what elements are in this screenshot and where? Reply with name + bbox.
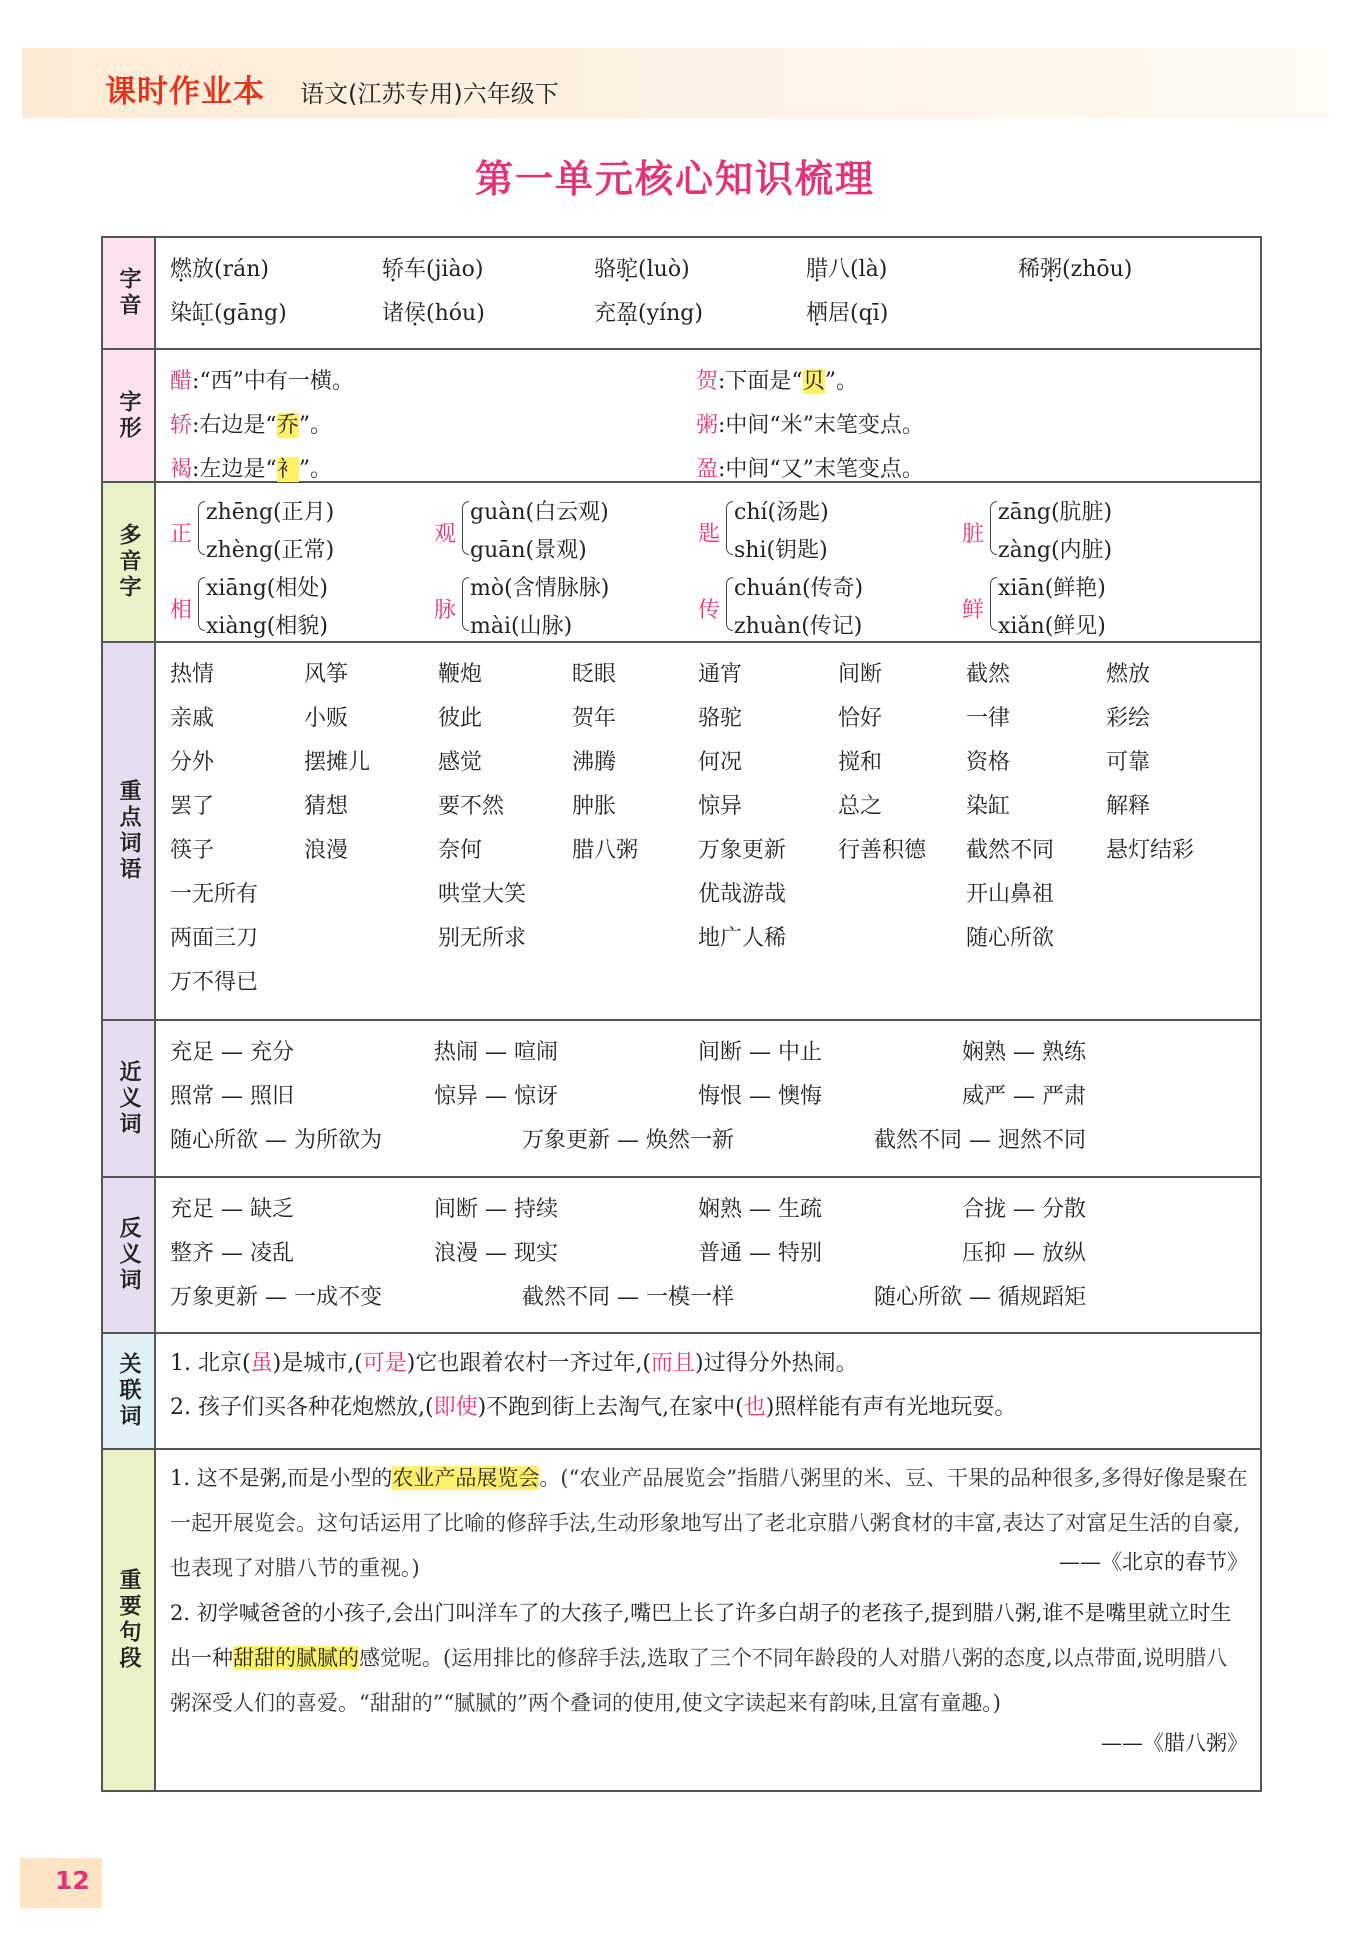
- polyphone-reading: xiāng(相处): [206, 576, 328, 601]
- key-word: 猜想: [304, 794, 349, 819]
- polyphone-reading: zhēng(正月): [206, 500, 335, 525]
- polyphone-char: 正: [170, 522, 193, 547]
- antonym-pair: 随心所欲 — 循规蹈矩: [874, 1285, 1086, 1310]
- section-label: 重要句段: [103, 1450, 156, 1790]
- glyph-content: [156, 350, 1260, 481]
- section-label: 反义词: [103, 1178, 156, 1332]
- key-word: 眨眼: [572, 662, 617, 687]
- polyphone-reading: shi(钥匙): [734, 538, 828, 563]
- key-word: 可靠: [1106, 750, 1151, 775]
- key-sentence-1-source: ——《北京的春节》: [1059, 1550, 1248, 1574]
- polyphone-char: 匙: [698, 522, 721, 547]
- key-sentences-content: [156, 1450, 1260, 1790]
- dotted-char: 栖: [806, 301, 829, 326]
- section-antonyms: [103, 1178, 1260, 1334]
- pronunciation-content: [156, 238, 1260, 348]
- section-label: 字形: [103, 350, 156, 481]
- antonym-pair: 浪漫 — 现实: [434, 1241, 558, 1266]
- key-word: 要不然: [438, 794, 505, 819]
- key-word: 截然: [966, 662, 1011, 687]
- key-word: 通宵: [698, 662, 743, 687]
- polyphone-reading: zāng(肮脏): [998, 500, 1113, 525]
- dotted-char: 轿: [382, 257, 405, 282]
- synonym-pair: 万象更新 — 焕然一新: [522, 1128, 734, 1153]
- page-title: 第一单元核心知识梳理: [474, 157, 875, 201]
- key-word: 罢了: [170, 794, 215, 819]
- key-idiom: 优哉游哉: [698, 882, 787, 907]
- synonym-pair: 间断 — 中止: [698, 1040, 822, 1065]
- page-number: 12: [20, 1858, 102, 1908]
- dotted-char: 盈: [616, 301, 639, 326]
- antonym-pair: 娴熟 — 生疏: [698, 1197, 822, 1222]
- polyphone-reading: guān(景观): [470, 538, 587, 563]
- key-words-content: [156, 643, 1260, 1019]
- antonym-pair: 万象更新 — 一成不变: [170, 1285, 382, 1310]
- book-brand: 课时作业本: [105, 74, 265, 110]
- key-word: 奈何: [438, 838, 483, 863]
- polyphone-char: 相: [170, 598, 193, 623]
- key-idiom: 随心所欲: [966, 926, 1055, 951]
- antonym-pair: 合拢 — 分散: [962, 1197, 1086, 1222]
- section-pronunciation: [103, 238, 1260, 350]
- key-word: 何况: [698, 750, 743, 775]
- pronunciation-item: 轿车(jiào): [382, 257, 484, 282]
- polyphone-char: 脏: [962, 522, 985, 547]
- glyph-item: 醋:“西”中有一横。: [170, 369, 354, 394]
- antonyms-content: [156, 1178, 1260, 1332]
- glyph-char: 粥: [696, 413, 719, 438]
- key-word: 摆摊儿: [304, 750, 371, 775]
- key-word: 燃放: [1106, 662, 1151, 687]
- key-word: 感觉: [438, 750, 483, 775]
- highlighted-radical: 衤: [276, 457, 299, 482]
- key-word: 染缸: [966, 794, 1011, 819]
- key-sentence-2-source: ——《腊八粥》: [1101, 1731, 1248, 1755]
- key-word: 彩绘: [1106, 706, 1151, 731]
- key-idiom: 万不得已: [170, 970, 259, 995]
- polyphone-char: 观: [434, 522, 457, 547]
- pronunciation-item: 充盈(yíng): [594, 301, 703, 326]
- antonym-pair: 普通 — 特别: [698, 1241, 822, 1266]
- key-sentence-1: 1. 这不是粥,而是小型的农业产品展览会。(“农业产品展览会”指腊八粥里的米、豆、干果的品种很多,多得好像是聚在一起开展览会。这句话运用了比喻的修辞手法,生动形象地写出了老北京腊八粥食材的丰富,表达了对富足生活的自豪,也表现了对腊八节的重视。): [170, 1466, 1248, 1580]
- key-idiom: 别无所求: [438, 926, 527, 951]
- key-word: 腊八粥: [572, 838, 639, 863]
- key-word: 亲戚: [170, 706, 215, 731]
- key-word: 惊异: [698, 794, 743, 819]
- key-word: 热情: [170, 662, 215, 687]
- glyph-item: 褐:左边是“衤”。: [170, 457, 332, 482]
- highlighted-radical: 乔: [276, 413, 299, 438]
- section-synonyms: [103, 1021, 1260, 1178]
- section-label: 重点词语: [103, 643, 156, 1019]
- dotted-char: 粥: [1040, 257, 1063, 282]
- key-word: 总之: [838, 794, 883, 819]
- conjunctions-content: [156, 1334, 1260, 1448]
- brace-mark: [990, 501, 997, 555]
- glyph-item: 轿:右边是“乔”。: [170, 413, 332, 438]
- pronunciation-item: 稀粥(zhōu): [1018, 257, 1133, 282]
- polyphone-reading: xiǎn(鲜见): [998, 614, 1106, 639]
- dotted-char: 燃: [170, 257, 193, 282]
- pronunciation-item: 栖居(qī): [806, 301, 889, 326]
- pronunciation-item: 燃放(rán): [170, 257, 269, 282]
- polyphone-char: 脉: [434, 598, 457, 623]
- key-idiom: 开山鼻祖: [966, 882, 1055, 907]
- key-word: 一律: [966, 706, 1011, 731]
- synonyms-content: [156, 1021, 1260, 1176]
- key-word: 分外: [170, 750, 215, 775]
- key-word: 鞭炮: [438, 662, 483, 687]
- dotted-char: 缸: [192, 301, 215, 326]
- glyph-char: 褐: [170, 457, 193, 482]
- key-word: 风筝: [304, 662, 349, 687]
- brace-mark: [726, 501, 733, 555]
- section-key-words: [103, 643, 1260, 1021]
- key-word: 行善积德: [838, 838, 927, 863]
- glyph-item: 盈:中间“又”末笔变点。: [696, 457, 924, 482]
- pronunciation-item: 诸侯(hóu): [382, 301, 485, 326]
- glyph-char: 贺: [696, 369, 719, 394]
- polyphones-content: [156, 483, 1260, 641]
- dotted-char: 驼: [616, 257, 639, 282]
- section-polyphones: [103, 483, 1260, 643]
- polyphone-reading: xiàng(相貌): [206, 614, 328, 639]
- key-idiom: 地广人稀: [698, 926, 787, 951]
- antonym-pair: 充足 — 缺乏: [170, 1197, 294, 1222]
- synonym-pair: 截然不同 — 迥然不同: [874, 1128, 1086, 1153]
- section-label: 多音字: [103, 483, 156, 641]
- key-word: 万象更新: [698, 838, 787, 863]
- polyphone-reading: mài(山脉): [470, 614, 573, 639]
- key-idiom: 哄堂大笑: [438, 882, 527, 907]
- polyphone-reading: xiān(鲜艳): [998, 576, 1106, 601]
- section-label: 近义词: [103, 1021, 156, 1176]
- polyphone-char: 鲜: [962, 598, 985, 623]
- key-word: 资格: [966, 750, 1011, 775]
- glyph-char: 轿: [170, 413, 193, 438]
- antonym-pair: 整齐 — 凌乱: [170, 1241, 294, 1266]
- dotted-char: 侯: [404, 301, 427, 326]
- polyphone-char: 传: [698, 598, 721, 623]
- antonym-pair: 压抑 — 放纵: [962, 1241, 1086, 1266]
- synonym-pair: 娴熟 — 熟练: [962, 1040, 1086, 1065]
- polyphone-reading: zàng(内脏): [998, 538, 1113, 563]
- synonym-pair: 随心所欲 — 为所欲为: [170, 1128, 382, 1153]
- synonym-pair: 热闹 — 喧闹: [434, 1040, 558, 1065]
- polyphone-reading: chí(汤匙): [734, 500, 829, 525]
- polyphone-reading: chuán(传奇): [734, 576, 864, 601]
- synonym-pair: 悔恨 — 懊悔: [698, 1084, 822, 1109]
- key-word: 贺年: [572, 706, 617, 731]
- highlighted-radical: 贝: [802, 369, 825, 394]
- knowledge-table: [101, 236, 1262, 1792]
- key-idiom: 两面三刀: [170, 926, 259, 951]
- key-word: 筷子: [170, 838, 215, 863]
- section-key-sentences: [103, 1450, 1260, 1790]
- key-word: 搅和: [838, 750, 883, 775]
- section-label: 关联词: [103, 1334, 156, 1448]
- dotted-char: 腊: [806, 257, 829, 282]
- key-word: 悬灯结彩: [1106, 838, 1195, 863]
- polyphone-reading: zhuàn(传记): [734, 614, 863, 639]
- conjunction-sentence-2: 2. 孩子们买各种花炮燃放,(即使)不跑到街上去淘气,在家中(也)照样能有声有光地玩耍。: [170, 1395, 1017, 1420]
- conjunction-sentence-1: 1. 北京(虽)是城市,(可是)它也跟着农村一齐过年,(而且)过得分外热闹。: [170, 1351, 858, 1376]
- key-word: 小贩: [304, 706, 349, 731]
- glyph-char: 醋: [170, 369, 193, 394]
- key-word: 沸腾: [572, 750, 617, 775]
- key-word: 间断: [838, 662, 883, 687]
- key-word: 彼此: [438, 706, 483, 731]
- polyphone-reading: zhèng(正常): [206, 538, 335, 563]
- section-conjunctions: [103, 1334, 1260, 1450]
- key-word: 恰好: [838, 706, 883, 731]
- brace-mark: [462, 501, 469, 555]
- antonym-pair: 截然不同 — 一模一样: [522, 1285, 734, 1310]
- glyph-char: 盈: [696, 457, 719, 482]
- key-word: 骆驼: [698, 706, 743, 731]
- brace-mark: [198, 577, 205, 631]
- section-label: 字音: [103, 238, 156, 348]
- book-subtitle: 语文(江苏专用)六年级下: [300, 80, 559, 108]
- antonym-pair: 间断 — 持续: [434, 1197, 558, 1222]
- brace-mark: [990, 577, 997, 631]
- polyphone-reading: mò(含情脉脉): [470, 576, 610, 601]
- synonym-pair: 惊异 — 惊讶: [434, 1084, 558, 1109]
- glyph-item: 粥:中间“米”末笔变点。: [696, 413, 924, 438]
- key-idiom: 一无所有: [170, 882, 259, 907]
- key-word: 截然不同: [966, 838, 1055, 863]
- key-word: 解释: [1106, 794, 1151, 819]
- key-word: 肿胀: [572, 794, 617, 819]
- section-glyph: [103, 350, 1260, 483]
- synonym-pair: 照常 — 照旧: [170, 1084, 294, 1109]
- synonym-pair: 充足 — 充分: [170, 1040, 294, 1065]
- glyph-item: 贺:下面是“贝”。: [696, 369, 858, 394]
- brace-mark: [462, 577, 469, 631]
- brace-mark: [198, 501, 205, 555]
- key-sentence-2: 2. 初学喊爸爸的小孩子,会出门叫洋车了的大孩子,嘴巴上长了许多白胡子的老孩子,提到腊八粥,谁不是嘴里就立时生出一种甜甜的腻腻的感觉呢。(运用排比的修辞手法,选取了三个不同年龄段的人对腊八粥的态度,以点带面,说明腊八粥深受人们的喜爱。“甜甜的”“腻腻的”两个叠词的使用,使文字读起来有韵味,且富有童趣。): [170, 1601, 1232, 1715]
- pronunciation-item: 染缸(gāng): [170, 301, 287, 326]
- pronunciation-item: 腊八(là): [806, 257, 888, 282]
- polyphone-reading: guàn(白云观): [470, 500, 609, 525]
- brace-mark: [726, 577, 733, 631]
- synonym-pair: 威严 — 严肃: [962, 1084, 1086, 1109]
- pronunciation-item: 骆驼(luò): [594, 257, 690, 282]
- key-word: 浪漫: [304, 838, 349, 863]
